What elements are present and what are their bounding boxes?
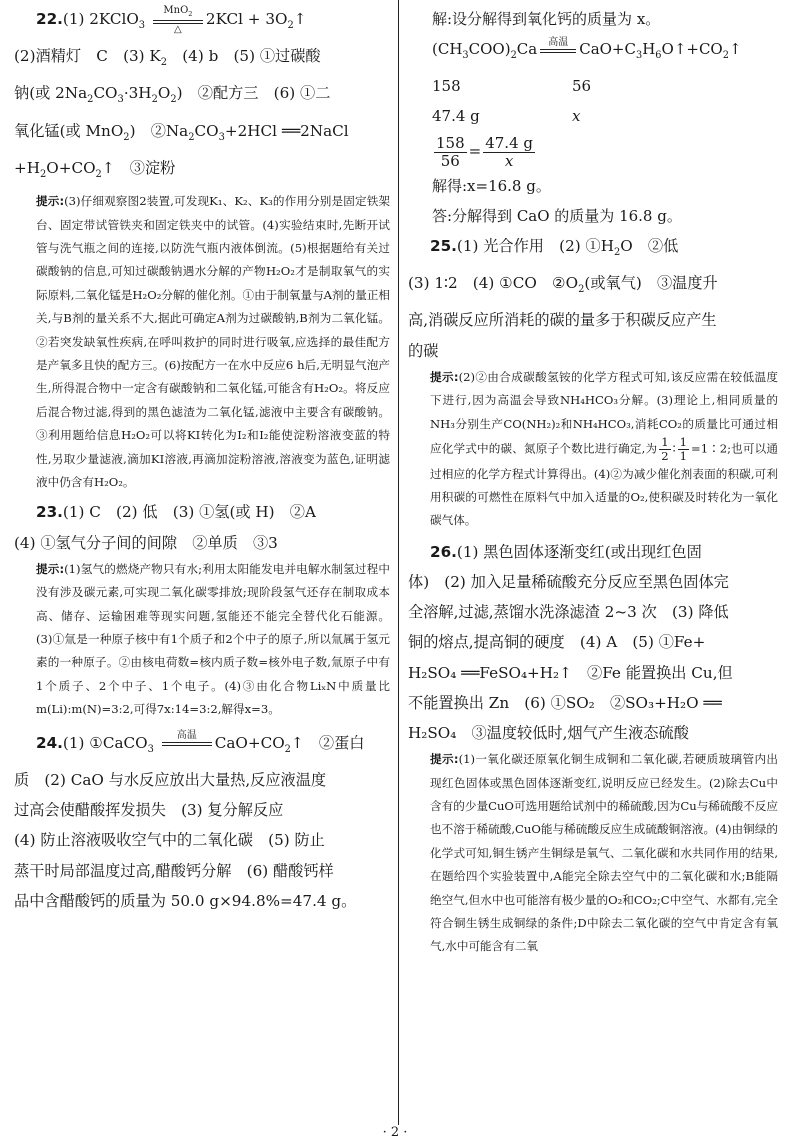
q26-line-3: 全溶解,过滤,蒸馏水洗涤滤渣 2~3 次 (3) 降低 (408, 603, 729, 622)
calc-molar-masses: 158 56 (432, 77, 592, 95)
calc-condition: 高温 (540, 37, 576, 64)
q25-line-4: 的碳 (408, 341, 439, 360)
page-number: · 2 · (382, 1125, 408, 1140)
q26-line-2: 体) (2) 加入足量稀硫酸充分反应至黑色固体完 (408, 573, 729, 592)
q24-line-6: 品中含醋酸钙的质量为 50.0 g×94.8%=47.4 g。 (14, 891, 357, 910)
q24-line-2: 质 (2) CaO 与水反应放出大量热,反应液温度 (14, 770, 327, 789)
q24-condition: 高温 (162, 730, 212, 757)
q22-line-2: (2)酒精灯 C (3) $K_2$ (4) b (5) ①过碳酸 (14, 47, 321, 69)
q26-line-7: H₂SO₄ ③温度较低时,烟气产生液态硫酸 (408, 724, 689, 743)
calc-setup: 解:设分解得到氧化钙的质量为 x。 (432, 10, 661, 28)
q26-line-1: 26.(1) 黑色固体逐渐变红(或出现红色固 (430, 542, 702, 561)
q23-line-2: (4) ①氢气分子间的间隙 ②单质 ③3 (14, 533, 278, 552)
q26-line-4: 铜的熔点,提高铜的硬度 (4) A (5) ①Fe+ (408, 633, 706, 652)
q26-line-6: 不能置换出 Zn (6) ①SO₂ ②SO₃+H₂O ══ (408, 693, 722, 712)
q25-line-2: (3) 1∶2 (4) ①CO $②O_2$(或氧气) ③温度升 (408, 274, 718, 296)
calc-proportion: $\frac{158}{56}$ = $\frac{47.4 g}{x}$ (436, 134, 533, 170)
q23-hint: 提示:(1)氢气的燃烧产物只有水;利用太阳能发电并电解水制氢过程中没有涉及碳元素,可实现二氧化碳零排放;现阶段氢气还存在制取成本高、储存、运输困难等现实问题,氢能还不能完全替代化石能源。(3)①氚是一种原子核中有1个质子和2个中子的原子,所以氚属于氢元素的一种原子。②由核电荷数=核内质子数=核外电子数,氚原子中有1个质子、2个中子、1个电子。(4)③由化合物LiₓN中质量比m(Li):m(N)=3:2,可得7x:14=3:2,解得x=3。 (36, 561, 390, 717)
q24-line-1: 24.(1) ①CaCO$_3$ 高温 $CaO+CO_2↑$ ②蛋白 (14, 728, 390, 765)
q23-line-1: 23.(1) C (2) 低 (3) ①氢(或 H) ②A (36, 503, 316, 522)
calc-answer: 答:分解得到 CaO 的质量为 16.8 g。 (432, 207, 682, 225)
q25-line-1: 25.(1) 光合作用 (2) $①H_2O$ ②低 (430, 237, 679, 259)
left-column (14, 4, 390, 916)
q25-hint: 提示:(2)②由合成碳酸氢铵的化学方程式可知,该反应需在较低温度下进行,因为高温会导致NH₄HCO₃分解。(3)理论上,相同质量的NH₃分别生产CO(NH₂)₂和NH₄HCO₃,消耗CO₂的质量比可通过相应化学式中的碳、氮原子个数比进行确定,为 $\frac{1}{2}$ ∶ $\frac{1}{1}$ =1∶2;也可以通过相应的化学方程式计算得出。(4)②为减少催化剂表面的积碳,可利用积碳的可燃性在原料气中加入适量的O₂,使积碳及时转化为一氧化碳气体。 (430, 369, 779, 528)
q24-line-4: (4) 防止溶液吸收空气中的二氧化碳 (5) 防止 (14, 831, 325, 850)
right-column (408, 4, 778, 959)
q24-line-5: 蒸干时局部温度过高,醋酸钙分解 (6) 醋酸钙样 (14, 861, 334, 880)
q22-line-1: 22.(1) 2KClO$_3$ MnO$_2$ △ $2KCl + 3O_2↑$ (36, 5, 307, 35)
q26-line-5: H₂SO₄ ══FeSO₄+H₂↑ ②Fe 能置换出 Cu,但 (408, 663, 733, 682)
calc-solve: 解得:x=16.8 g。 (432, 177, 551, 195)
q26-hint: 提示:(1)一氧化碳还原氧化铜生成铜和二氧化碳,若硬质玻璃管内出现红色固体或黑色固体逐渐变红,说明反应已经发生。(2)除去Cu中含有的少量CuO可选用题给试剂中的稀硫酸,因为Cu与稀硫酸不反应也不溶于稀硫酸,CuO能与稀硫酸反应生成硫酸铜溶液。(4)由铜绿的化学式可知,铜生锈产生铜绿是氧气、二氧化碳和水共同作用的结果,在题给四个实验装置中,A能完全除去空气中的二氧化碳和水;B能隔绝空气,但水中也可能溶有极少量的O₂和CO₂;C中空气、水都有,完全符合铜生锈生成铜绿的条件;D中除去二氧化碳的空气中肯定含有氧气,水中可能含有二氧 (430, 752, 778, 954)
q22-line-5: $+H_2O+CO_2↑$ ③淀粉 (14, 158, 176, 180)
calc-equation: $(CH_3COO)_2Ca$ 高温 $CaO+C_3H_6O↑+CO_2↑$ (408, 34, 778, 71)
q22-line-4: 氧化锰(或 MnO$_2$) $②Na_2CO_3+2HCl$ ══2NaCl (14, 121, 349, 143)
q22-line-3: 钠(或 $2Na_2CO_3\cdot 3H_2O_2$) ②配方三 (6) ①二 (14, 84, 331, 106)
q24-line-3: 过高会使醋酸挥发损失 (3) 复分解反应 (14, 801, 284, 820)
column-divider (398, 0, 399, 1125)
q22-condition: MnO$_2$ △ (153, 5, 203, 35)
q22-hint: 提示:(3)仔细观察图2装置,可发现K₁、K₂、K₃的作用分别是固定铁架台、固定带试管铁夹和固定铁夹中的试管。(4)实验结束时,先断开试管与洗气瓶之间的连接,以防洗气瓶内液体倒流。(5)根据题给有关过碳酸钠的信息,可知过碳酸钠遇水分解的产物H₂O₂才是制取氧气的实际原料,二氧化锰是H₂O₂分解的催化剂。①由于制氧量与A剂的量正相关,与B剂的量关系不大,据此可确定A剂为过碳酸钠,B剂为二氧化锰。②若突发缺氧性疾病,在呼叫救护的同时进行吸氧,应选择的最佳配方是产氧多且快的配方三。(6)按配方一在水中反应6 h后,无明显气泡产生,所得混合物中一定含有碳酸钠和二氧化锰,可能含有H₂O₂。将反应后混合物过滤,得到的黑色滤渣为二氧化锰,滤液中主要含有碳酸钠。③利用题给信息H₂O₂可以将KI转化为I₂和I₂能使淀粉溶液变蓝的特性,另取少量滤液,滴加KI溶液,再滴加淀粉溶液,溶液变为蓝色,证明滤液中仍含有H₂O₂。 (36, 194, 391, 490)
q25-line-3: 高,消碳反应所消耗的碳的量多于积碳反应产生 (408, 311, 717, 330)
calc-values: 47.4 g x (432, 107, 581, 125)
